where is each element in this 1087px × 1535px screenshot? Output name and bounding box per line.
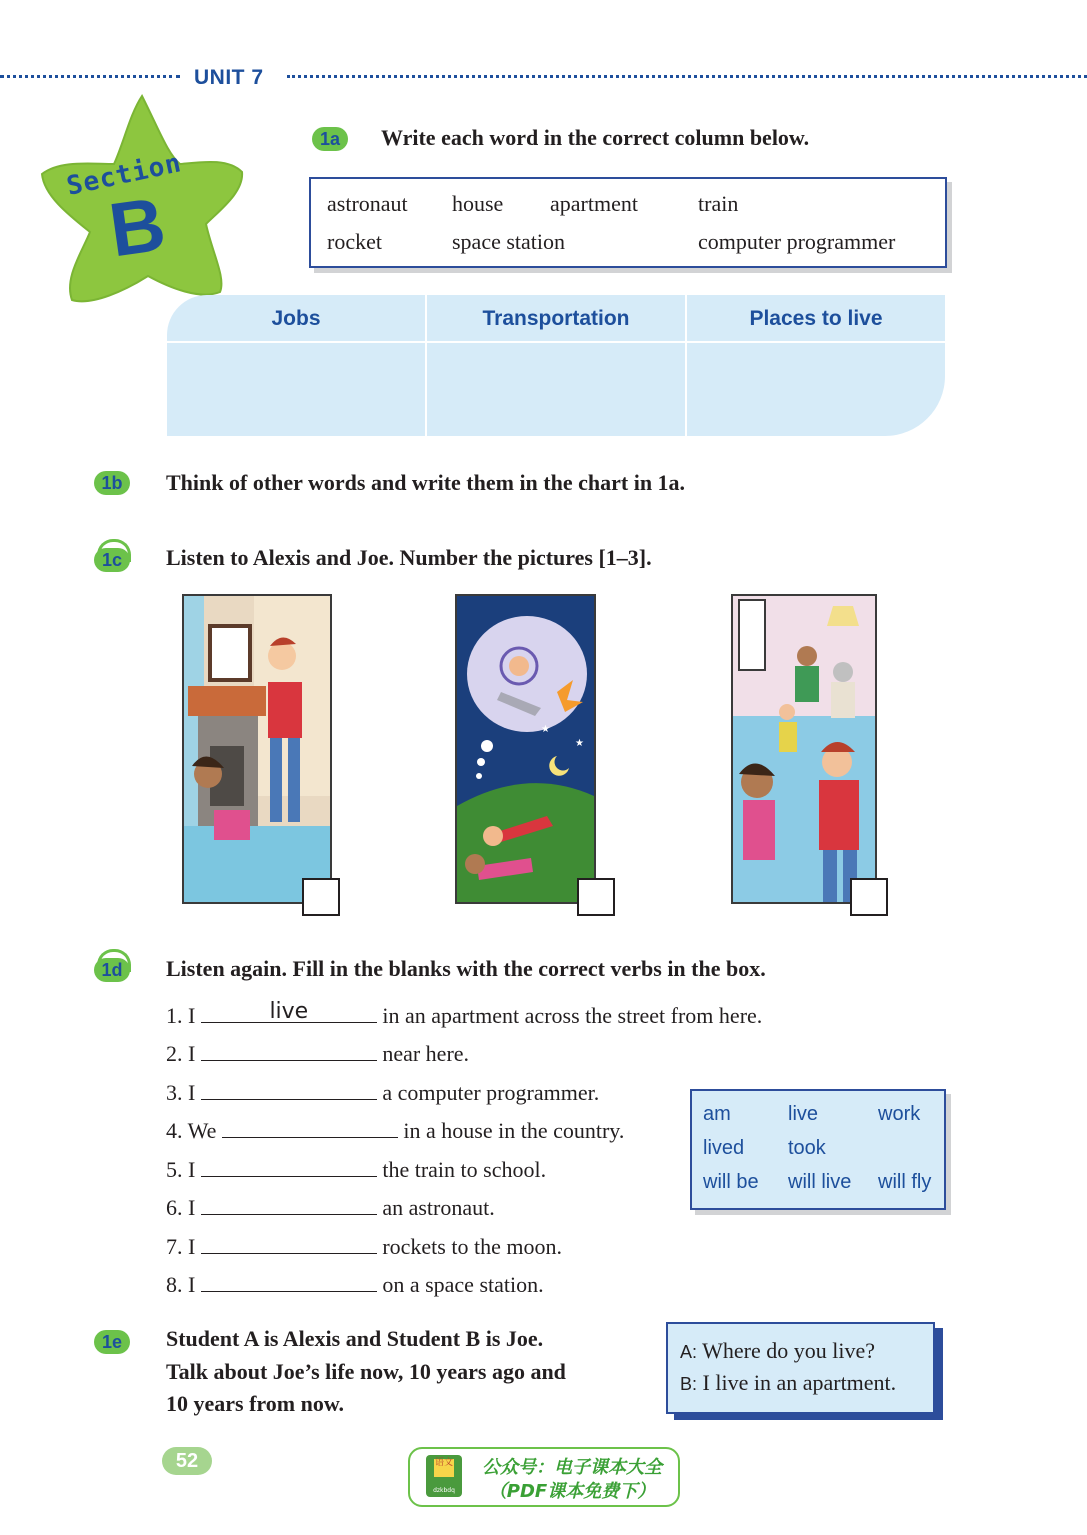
answer-blank[interactable] [201, 1269, 377, 1292]
section-star [30, 92, 250, 307]
unit-title: UNIT 7 [194, 66, 264, 89]
verb-option: will live [788, 1171, 852, 1193]
book-icon-caption: dzkbdq [433, 1487, 455, 1494]
column-header-places: Places to live [749, 307, 883, 330]
page-number: 52 [162, 1447, 212, 1475]
item-number: 2. [166, 1041, 183, 1066]
item-number: 5. [166, 1157, 183, 1182]
instruction-1b: Think of other words and write them in the chart in 1a. [166, 470, 686, 495]
verb-option: am [703, 1103, 731, 1125]
item-subject: I [188, 1157, 196, 1182]
item-subject: I [188, 1272, 196, 1297]
word-item: rocket [327, 229, 382, 254]
item-number: 8. [166, 1272, 183, 1297]
item-rest: near here. [382, 1041, 470, 1066]
book-icon [426, 1455, 462, 1497]
item-rest: the train to school. [382, 1157, 547, 1182]
dialog-line-b [680, 1370, 896, 1396]
instruction-1a: Write each word in the correct column below. [381, 125, 810, 150]
picture-1-home [182, 594, 332, 904]
verb-option: work [878, 1103, 921, 1125]
header-dots-right [287, 75, 1087, 78]
column-header-transportation: Transportation [482, 307, 630, 330]
sentence-5 [166, 1154, 546, 1183]
speaker-a: A: [680, 1342, 698, 1362]
badge-1d-listening: 1d [94, 958, 130, 982]
instruction-1e-line1: Student A is Alexis and Student B is Joe. [166, 1326, 544, 1351]
badge-1b: 1b [94, 471, 130, 495]
item-subject: I [188, 1234, 196, 1259]
sentence-7 [166, 1231, 562, 1260]
instruction-1c: Listen to Alexis and Joe. Number the pictures [1–3]. [166, 545, 652, 570]
verb-option: live [788, 1103, 819, 1125]
stamp-line-2: （PDF课本免费下） [488, 1481, 656, 1502]
section-letter: B [104, 181, 171, 274]
item-number: 6. [166, 1195, 183, 1220]
header-dots-left [0, 75, 180, 78]
sentence-1 [166, 1000, 762, 1029]
sentence-4 [166, 1115, 624, 1144]
badge-1a: 1a [312, 127, 348, 151]
word-item: train [698, 191, 739, 216]
word-item: space station [452, 229, 566, 254]
answer-cell-places[interactable] [687, 343, 945, 436]
verb-option: will be [703, 1171, 759, 1193]
answer-blank[interactable] [222, 1115, 398, 1138]
verb-option: lived [703, 1137, 745, 1159]
dialog-box [666, 1322, 935, 1414]
item-rest: in an apartment across the street from here. [382, 1003, 763, 1028]
item-subject: I [188, 1041, 196, 1066]
svg-text:★: ★ [541, 724, 550, 735]
dialog-line-a [680, 1338, 875, 1364]
dialog-text: I live in an apartment. [702, 1370, 897, 1395]
watermark-stamp [408, 1447, 680, 1507]
item-subject: I [188, 1195, 196, 1220]
item-rest: rockets to the moon. [382, 1234, 562, 1259]
badge-1e: 1e [94, 1330, 130, 1354]
item-subject: We [187, 1118, 217, 1143]
answer-blank[interactable] [201, 1231, 377, 1254]
answer-blank[interactable] [201, 1077, 377, 1100]
verb-option: took [788, 1137, 826, 1159]
item-rest: an astronaut. [382, 1195, 495, 1220]
answer-cell-transportation[interactable] [427, 343, 685, 436]
category-chart [167, 295, 945, 436]
picture-3-number-box[interactable] [850, 878, 888, 916]
sentence-8 [166, 1269, 544, 1298]
item-number: 7. [166, 1234, 183, 1259]
picture-3-family [731, 594, 877, 904]
item-number: 1. [166, 1003, 183, 1028]
instruction-1e-line2: Talk about Joe’s life now, 10 years ago and [166, 1359, 566, 1384]
word-item: astronaut [327, 191, 408, 216]
picture-2-number-box[interactable] [577, 878, 615, 916]
picture-1-number-box[interactable] [302, 878, 340, 916]
word-item: apartment [550, 191, 638, 216]
answer-text: live [269, 999, 309, 1024]
word-box [309, 177, 947, 268]
svg-text:★: ★ [575, 738, 584, 749]
answer-blank[interactable] [201, 1038, 377, 1061]
item-subject: I [188, 1003, 196, 1028]
verb-option: will fly [878, 1171, 932, 1193]
item-subject: I [188, 1080, 196, 1105]
stamp-line-1: 公众号：电子课本大全 [482, 1457, 662, 1478]
book-icon-label: 语文 [434, 1459, 454, 1477]
badge-1c-listening: 1c [94, 548, 130, 572]
column-header-jobs: Jobs [271, 307, 321, 330]
answer-blank[interactable] [201, 1154, 377, 1177]
item-number: 4. [166, 1118, 183, 1143]
sentence-3 [166, 1077, 599, 1106]
item-rest: in a house in the country. [403, 1118, 625, 1143]
item-rest: a computer programmer. [382, 1080, 600, 1105]
answer-cell-jobs[interactable] [167, 343, 425, 436]
picture-2-space-dream [455, 594, 596, 904]
word-item: computer programmer [698, 229, 896, 254]
answer-blank[interactable] [201, 1000, 377, 1023]
item-rest: on a space station. [382, 1272, 544, 1297]
instruction-1e-line3: 10 years from now. [166, 1391, 345, 1416]
verb-box [690, 1089, 946, 1210]
sentence-6 [166, 1192, 495, 1221]
sentence-2 [166, 1038, 469, 1067]
item-number: 3. [166, 1080, 183, 1105]
word-item: house [452, 191, 504, 216]
section-word: Section [64, 148, 185, 202]
instruction-1d: Listen again. Fill in the blanks with the correct verbs in the box. [166, 956, 766, 981]
answer-blank[interactable] [201, 1192, 377, 1215]
speaker-b: B: [680, 1374, 698, 1394]
dialog-text: Where do you live? [702, 1338, 875, 1363]
